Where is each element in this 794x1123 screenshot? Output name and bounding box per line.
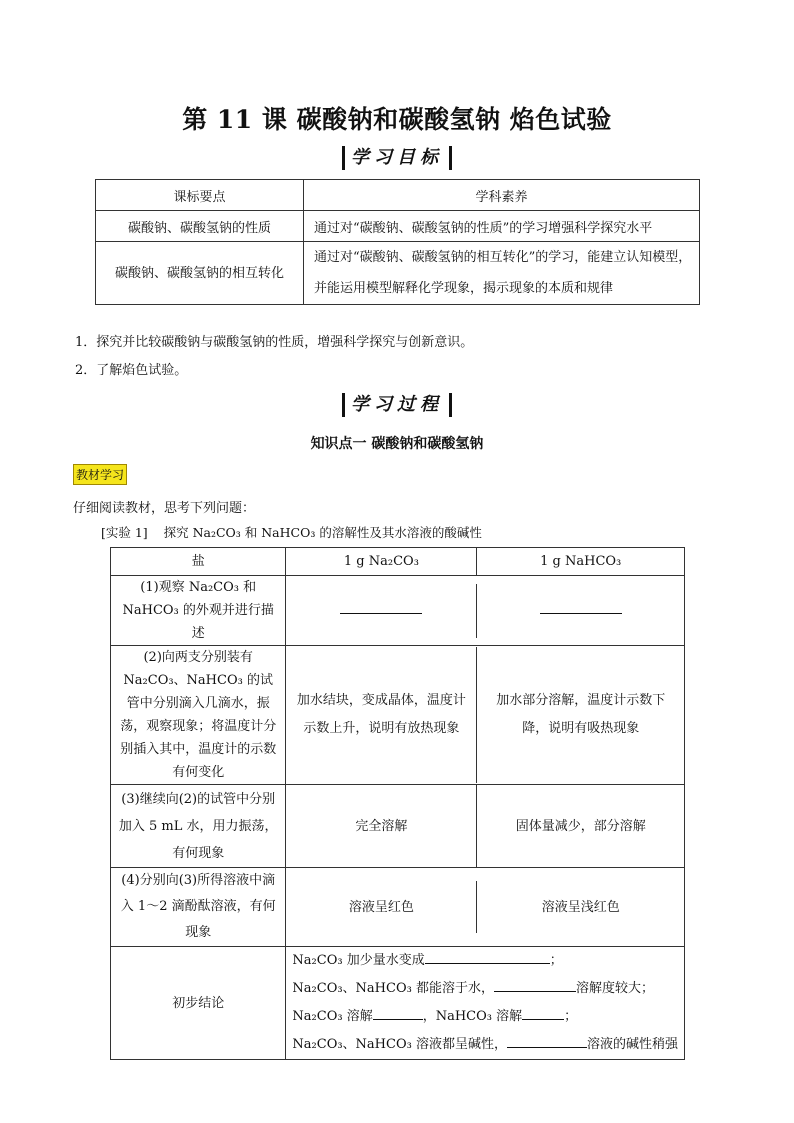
table-cell: (1)观察 Na₂CO₃ 和 NaHCO₃ 的外观并进行描述 [111,576,286,646]
goals-table [95,179,700,305]
conclusion-label: 初步结论 [111,947,286,1060]
section-heading-process: 学习过程 [0,393,794,417]
table-cell: 加水结块，变成晶体，温度计示数上升，说明有放热现象 [286,647,477,783]
table-cell: 固体量减少，部分溶解 [515,818,646,834]
answer-blank[interactable] [522,1005,564,1020]
answer-blank[interactable] [477,584,684,638]
table-header: 学科素养 [304,180,700,211]
table-row [111,785,685,868]
table-row [96,242,700,305]
conclusion-line: Na₂CO₃ 加少量水变成 ； [292,947,678,975]
answer-blank[interactable] [373,1005,423,1020]
table-cell: (2)向两支分别装有 Na₂CO₃、NaHCO₃ 的试管中分别滴入几滴水，振荡，观察现象；将温度计分别插入其中，温度计的示数有何变化 [111,646,286,785]
intro-text: 仔细阅读教材，思考下列问题： [73,501,256,516]
table-row [111,548,685,576]
answer-blank[interactable] [425,949,550,964]
conclusion-line: Na₂CO₃、NaHCO₃ 都能溶于水， 溶解度较大； [292,975,678,1003]
table-cell: 完全溶解 [286,785,477,867]
knowledge-point-heading: 知识点一 碳酸钠和碳酸氢钠 [310,436,484,452]
table-header: 1 g NaHCO₃ [540,554,622,569]
table-row [111,947,685,1060]
answer-blank[interactable] [507,1033,587,1048]
table-cell: 溶液呈红色 [286,881,477,933]
experiment-title [101,523,482,541]
section-heading-goals: 学习目标 [0,146,794,170]
table-row [111,576,685,646]
table-header: 1 g Na₂CO₃ [286,548,477,575]
objective-item: 1．探究并比较碳酸钠与碳酸氢钠的性质，增强科学探究与创新意识。 [75,335,474,350]
table-row [111,868,685,947]
table-header: 盐 [111,548,286,576]
experiment-label: [实验 1] [101,525,148,540]
textbook-tag: 教材学习 [73,464,127,485]
page-title: 第 11 课 碳酸钠和碳酸氢钠 焰色试验 [182,105,612,134]
table-cell: 通过对“碳酸钠、碳酸氢钠的性质”的学习增强科学探究水平 [304,211,700,242]
table-cell: 通过对“碳酸钠、碳酸氢钠的相互转化”的学习，能建立认知模型，并能运用模型解释化学现象，揭示现象的本质和规律 [304,242,700,305]
table-cell: (4)分别向(3)所得溶液中滴入 1～2 滴酚酞溶液，有何现象 [111,868,286,947]
experiment-text: 探究 Na₂CO₃ 和 NaHCO₃ 的溶解性及其水溶液的酸碱性 [163,525,482,540]
table-header: 课标要点 [96,180,304,211]
table-row [96,180,700,211]
conclusion-cell [286,947,685,1060]
table-cell: 加水部分溶解，温度计示数下降，说明有吸热现象 [496,693,666,736]
table-row [111,646,685,785]
objective-item: 2．了解焰色试验。 [75,363,188,378]
table-cell: 溶液呈浅红色 [541,899,620,915]
table-cell: 碳酸钠、碳酸氢钠的相互转化 [96,242,304,305]
answer-blank[interactable] [286,584,477,638]
table-cell: 碳酸钠、碳酸氢钠的性质 [96,211,304,242]
conclusion-line: Na₂CO₃、NaHCO₃ 溶液都呈碱性， 溶液的碱性稍强 [292,1031,678,1059]
answer-blank[interactable] [494,977,576,992]
table-row [96,211,700,242]
experiment-table [110,547,685,1060]
table-cell: (3)继续向(2)的试管中分别加入 5 mL 水，用力振荡，有何现象 [111,785,286,868]
conclusion-line: Na₂CO₃ 溶解 ，NaHCO₃ 溶解 ； [292,1003,678,1031]
